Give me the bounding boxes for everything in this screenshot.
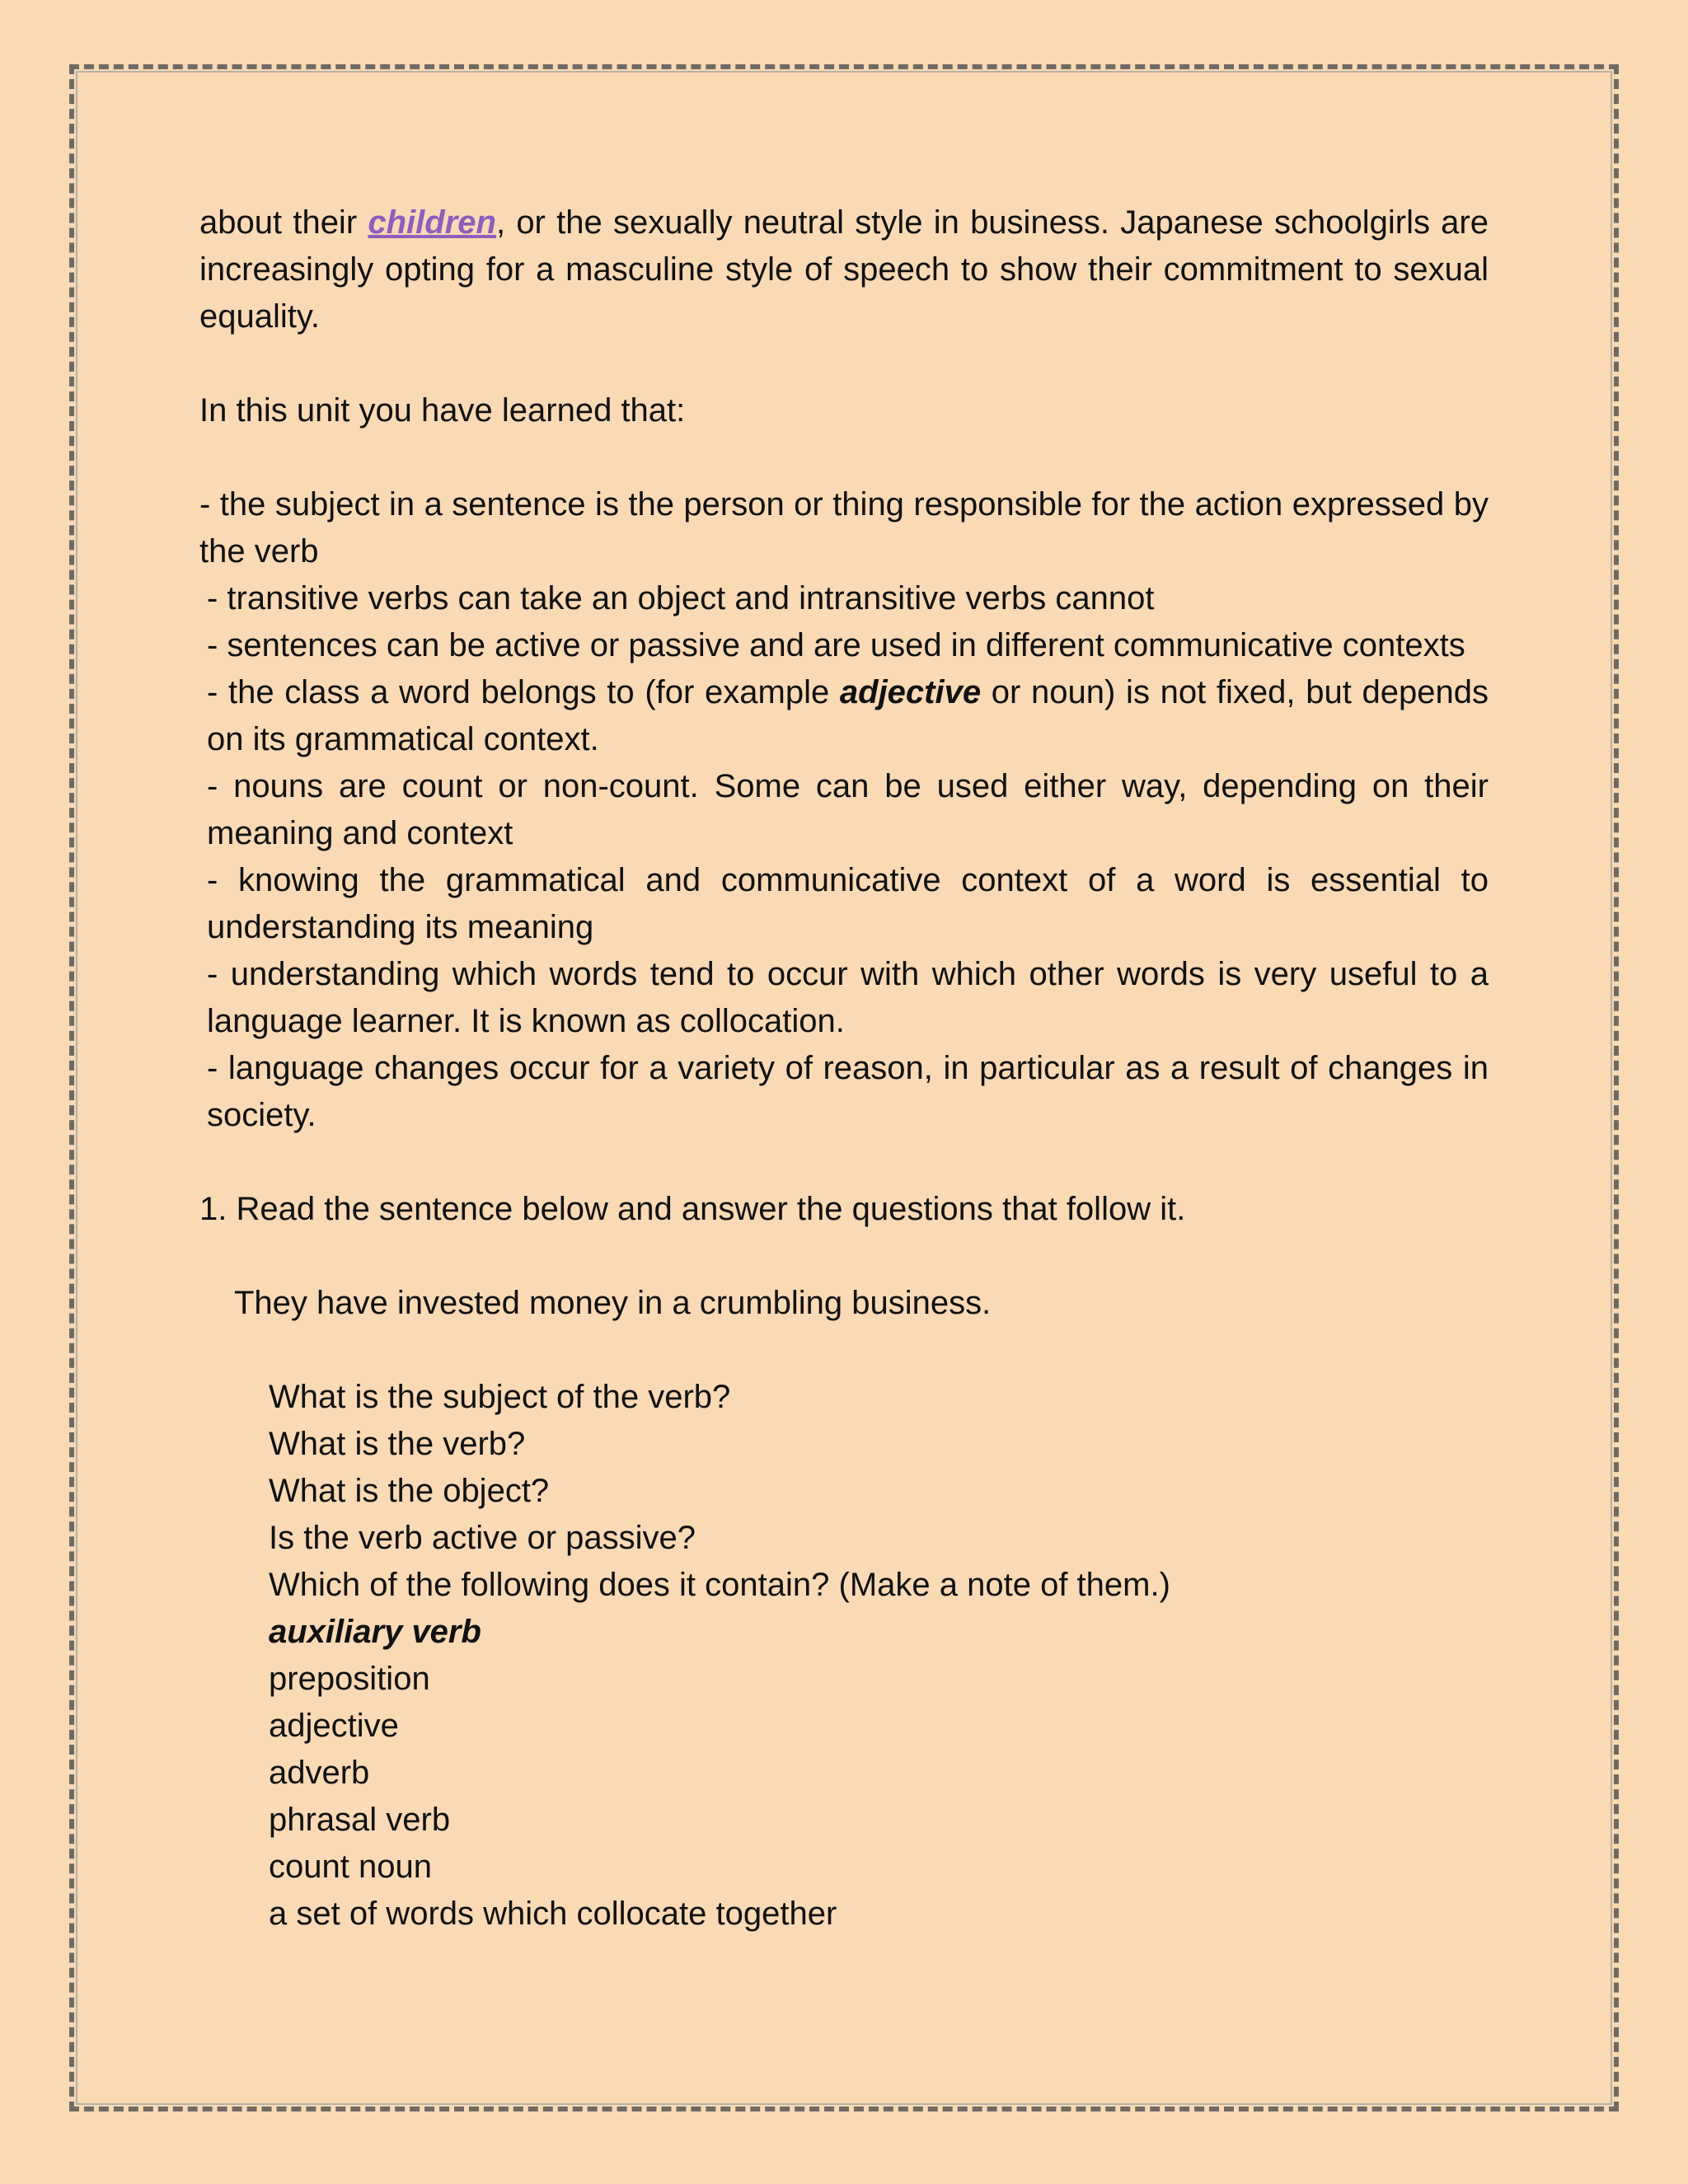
intro-paragraph <box>199 199 1489 340</box>
summary-bullet-3: - sentences can be active or passive and are used in different communicative contexts <box>207 627 1465 663</box>
children-link[interactable]: children <box>368 204 496 241</box>
spacer <box>199 1139 1489 1186</box>
intro-prefix: about their <box>199 204 368 241</box>
question-2: What is the verb? <box>269 1426 526 1462</box>
option-preposition: preposition <box>269 1661 430 1697</box>
exercise-instruction: 1. Read the sentence below and answer the questions that follow it. <box>199 1191 1186 1227</box>
summary-bullet-1: - the subject in a sentence is the person or thing responsible for the action expressed by the verb <box>199 486 1489 569</box>
summary-bullet-6: - knowing the grammatical and communicative context of a word is essential to understanding its meaning <box>207 862 1489 945</box>
spacer <box>199 1233 1489 1280</box>
option-phrasal-verb: phrasal verb <box>269 1802 451 1838</box>
option-count-noun: count noun <box>269 1849 432 1885</box>
summary-bullet-7: - understanding which words tend to occur with which other words is very useful to a language learner. It is known as collocation. <box>207 956 1489 1039</box>
spacer <box>199 340 1489 387</box>
exercise-sentence: They have invested money in a crumbling business. <box>234 1285 992 1321</box>
bullet-4-prefix: - the class a word belongs to (for example <box>207 674 840 710</box>
option-collocation-set: a set of words which collocate together <box>269 1896 837 1932</box>
option-adverb: adverb <box>269 1755 370 1791</box>
summary-bullet-5: - nouns are count or non-count. Some can be used either way, depending on their meaning and context <box>207 768 1489 851</box>
summary-bullet-8: - language changes occur for a variety of reason, in particular as a result of changes in society. <box>207 1050 1489 1133</box>
bullet-4-suffix: or noun) is not fixed, but depends on its grammatical context. <box>207 674 1489 757</box>
question-5: Which of the following does it contain? (Make a note of them.) <box>269 1567 1170 1603</box>
summary-bullet-2: - transitive verbs can take an object and intransitive verbs cannot <box>207 580 1155 616</box>
option-adjective: adjective <box>269 1708 399 1744</box>
option-auxiliary-verb: auxiliary verb <box>269 1614 481 1650</box>
summary-bullet-4 <box>199 669 1489 763</box>
question-1: What is the subject of the verb? <box>269 1379 731 1415</box>
spacer <box>199 434 1489 481</box>
summary-heading: In this unit you have learned that: <box>199 392 686 429</box>
adjective-emphasis: adjective <box>839 674 982 710</box>
question-4: Is the verb active or passive? <box>269 1520 696 1556</box>
document-body <box>199 199 1489 1938</box>
spacer <box>199 1327 1489 1374</box>
question-3: What is the object? <box>269 1473 550 1509</box>
intro-suffix: , or the sexually neutral style in business. Japanese schoolgirls are increasingly opting for a masculine style of speech to show their commitment to sexual equality. <box>199 204 1489 335</box>
question-list <box>199 1374 1489 1938</box>
